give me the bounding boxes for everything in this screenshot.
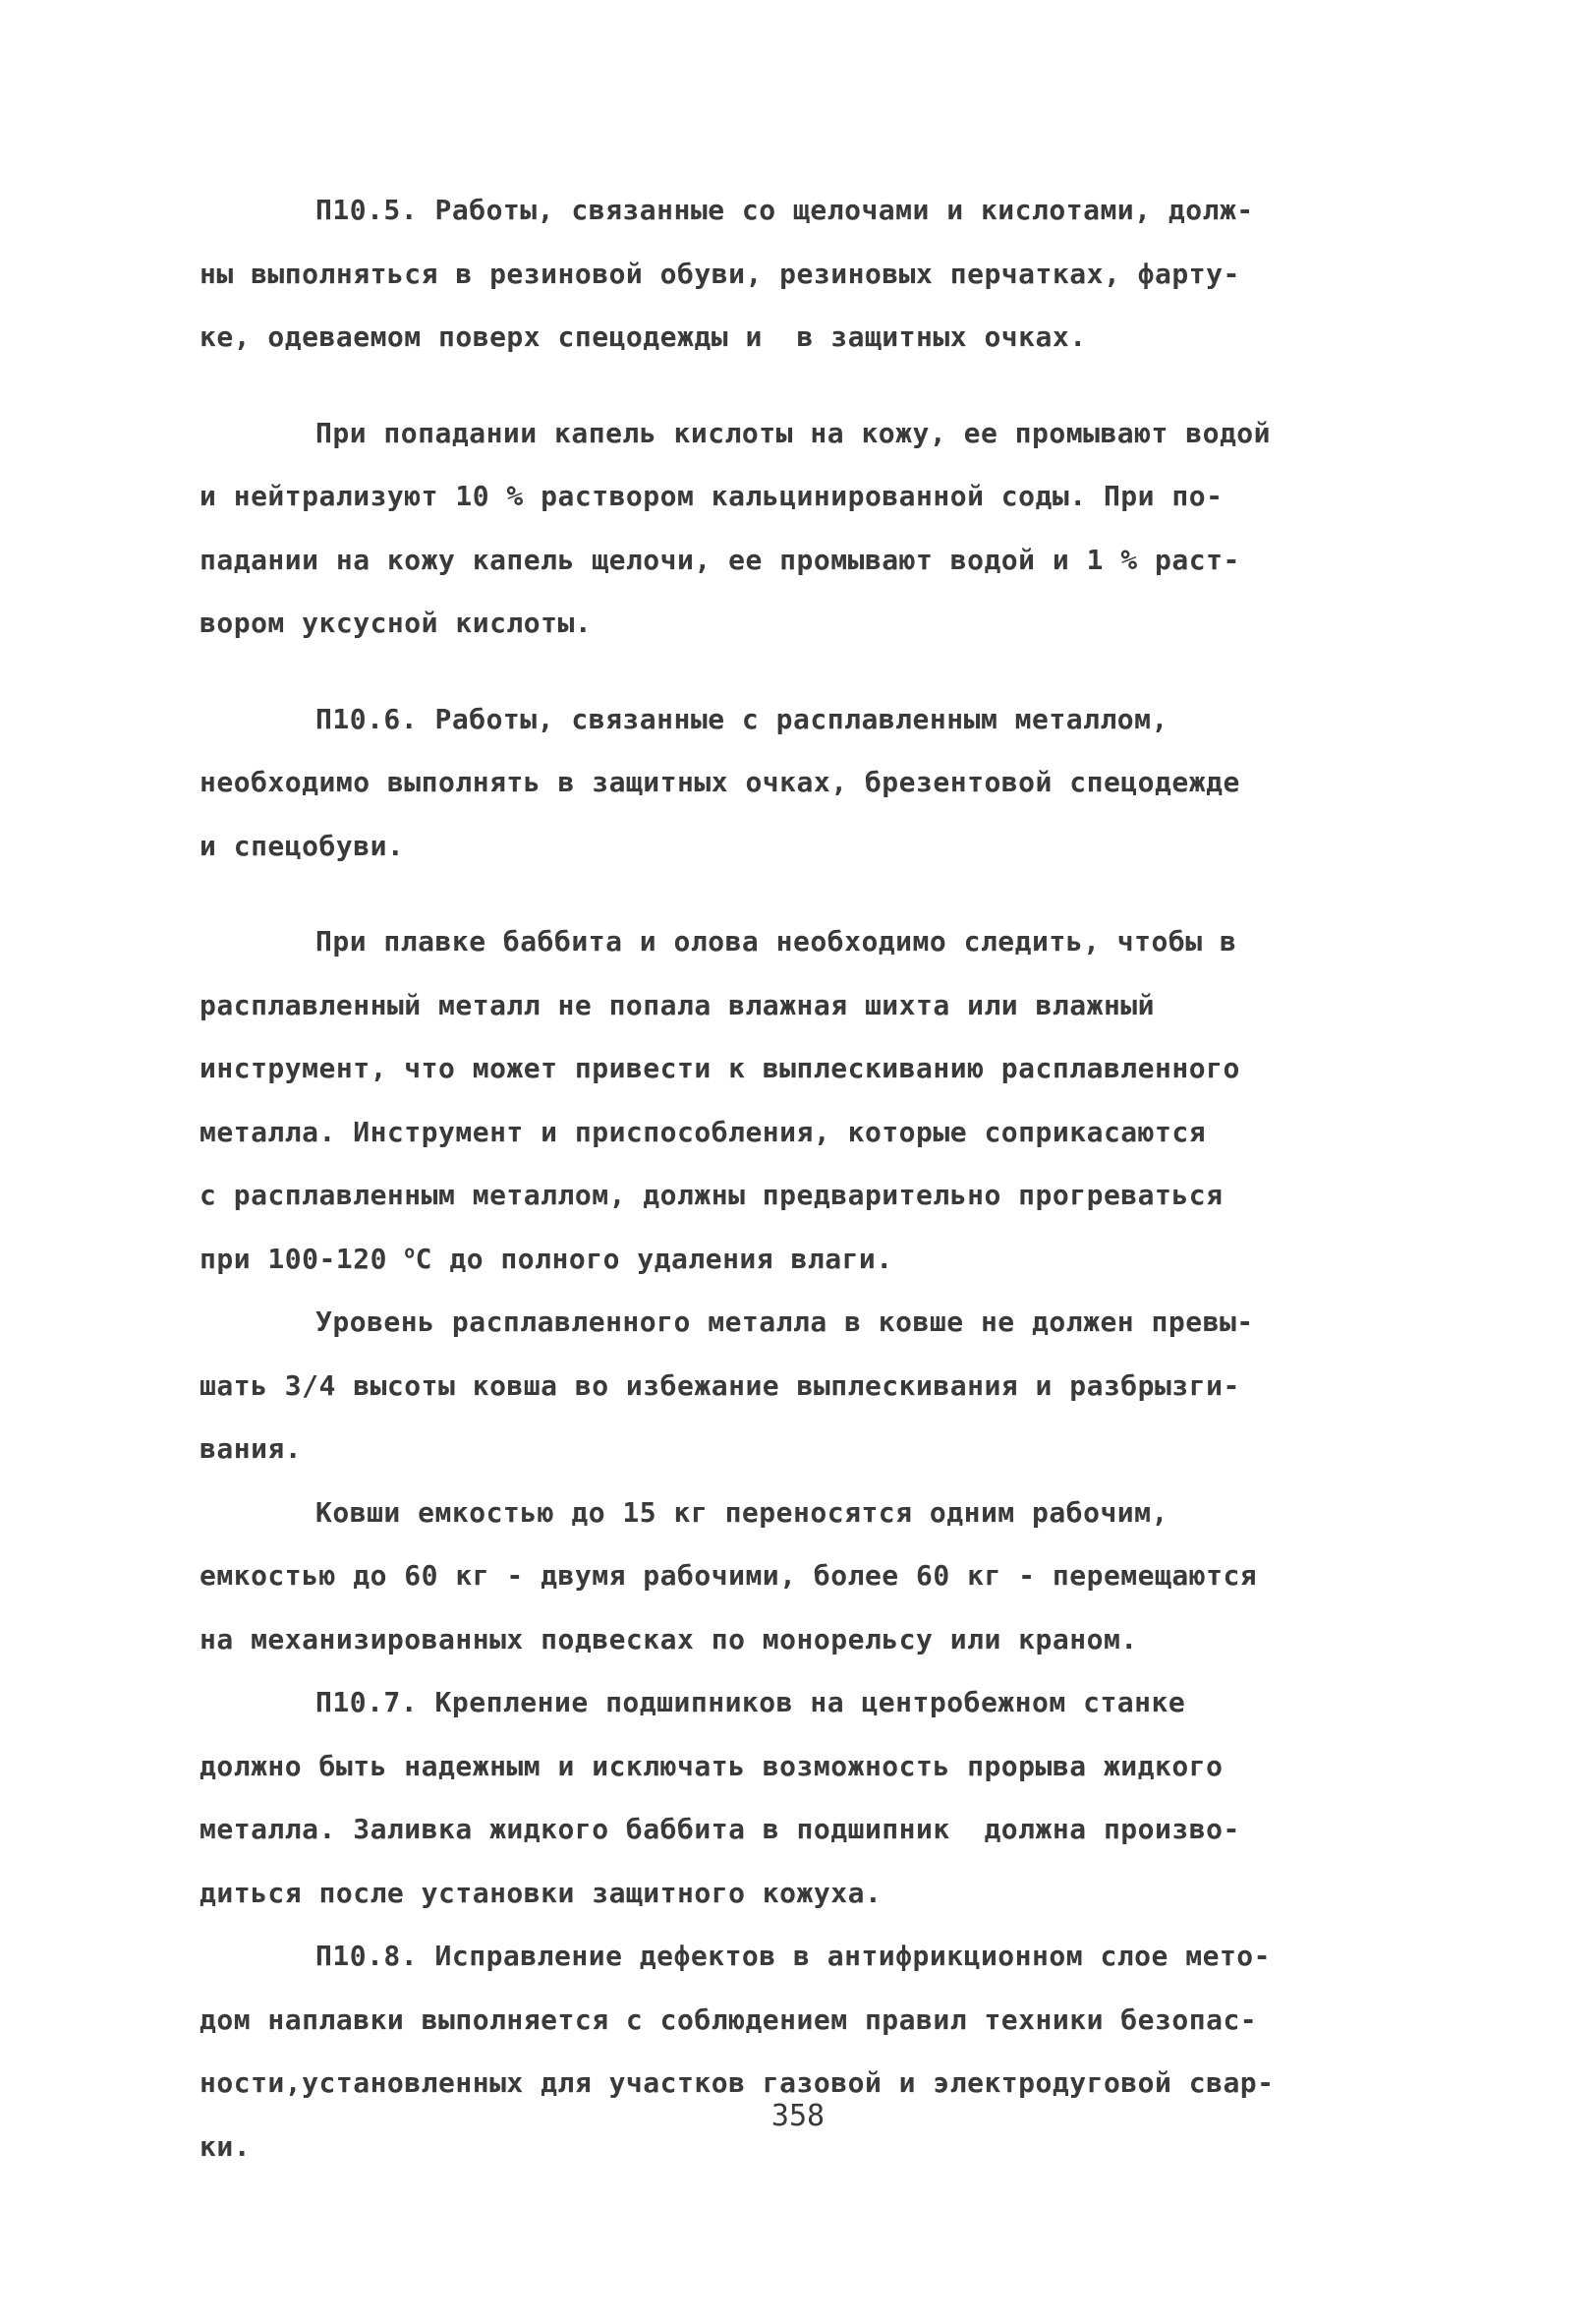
text-line: Ковши емкостью до 15 кг переносятся одним рабочим, (315, 1495, 1168, 1529)
paragraph-p10-7 (200, 1671, 1413, 1925)
text-line: падании на кожу капель щелочи, ее промывают водой и 1 % раст- (200, 543, 1240, 576)
text-line: П10.5. Работы, связанные со щелочами и кислотами, долж- (315, 194, 1254, 226)
paragraph-acid-contact (200, 402, 1413, 656)
text-line: вания. (200, 1432, 303, 1465)
paragraph-ladle-capacity (200, 1481, 1413, 1672)
text-line: вором уксусной кислоты. (200, 607, 593, 639)
text-line: и нейтрализуют 10 % раствором кальцинированной соды. При по- (200, 480, 1224, 512)
temperature-text-end: С до полного удаления влаги. (415, 1242, 893, 1275)
paragraph-p10-6 (200, 688, 1413, 879)
paragraph-p10-5 (200, 179, 1413, 370)
text-line: ке, одеваемом поверх спецодежды и в защитных очках. (200, 320, 1087, 353)
text-line: ки. (200, 2129, 252, 2163)
text-line-temperature (200, 1228, 1413, 1292)
paragraph-ladle-level (200, 1291, 1413, 1481)
temperature-text: при 100-120 (200, 1242, 405, 1275)
text-line: на механизированных подвесках по монорельсу или краном. (200, 1622, 1138, 1655)
text-line: При попадании капель кислоты на кожу, ее промывают водой (315, 416, 1272, 449)
text-line: При плавке баббита и олова необходимо следить, чтобы в (315, 925, 1237, 958)
text-line: инструмент, что может привести к выплескиванию расплавленного (200, 1052, 1240, 1084)
text-line: П10.7. Крепление подшипников на центробежном станке (315, 1686, 1186, 1718)
text-line: Уровень расплавленного металла в ковше не должен превы- (315, 1306, 1254, 1338)
degree-mark: о (404, 1242, 416, 1263)
text-line: расплавленный металл не попала влажная шихта или влажный (200, 988, 1156, 1021)
text-line: шать 3/4 высоты ковша во избежание выплескивания и разбрызги- (200, 1368, 1240, 1402)
text-line: диться после установки защитного кожуха. (200, 1876, 883, 1909)
document-body (200, 179, 1413, 2178)
text-line: П10.8. Исправление дефектов в антифрикционном слое мето- (315, 1940, 1272, 1972)
text-line: металла. Заливка жидкого баббита в подшипник должна произво- (200, 1813, 1240, 1845)
paragraph-babbitt-melting (200, 910, 1413, 1291)
text-line: с расплавленным металлом, должны предварительно прогреваться (200, 1179, 1224, 1211)
paragraph-p10-8 (200, 1925, 1413, 2178)
text-line: необходимо выполнять в защитных очках, брезентовой спецодежде (200, 766, 1240, 798)
text-line: и спецобуви. (200, 829, 405, 862)
text-line: должно быть надежным и исключать возможность прорыва жидкого (200, 1749, 1224, 1782)
text-line: ны выполняться в резиновой обуви, резиновых перчатках, фарту- (200, 257, 1240, 290)
text-line: емкостью до 60 кг - двумя рабочими, более 60 кг - перемещаются (200, 1559, 1258, 1592)
text-line: ности,установленных для участков газовой и электродуговой свар- (200, 2066, 1275, 2099)
text-line: дом наплавки выполняется с соблюдением правил техники безопас- (200, 2003, 1258, 2036)
page-number: 358 (770, 2099, 826, 2133)
text-line: П10.6. Работы, связанные с расплавленным металлом, (315, 702, 1168, 735)
text-line: металла. Инструмент и приспособления, которые соприкасаются (200, 1115, 1207, 1148)
